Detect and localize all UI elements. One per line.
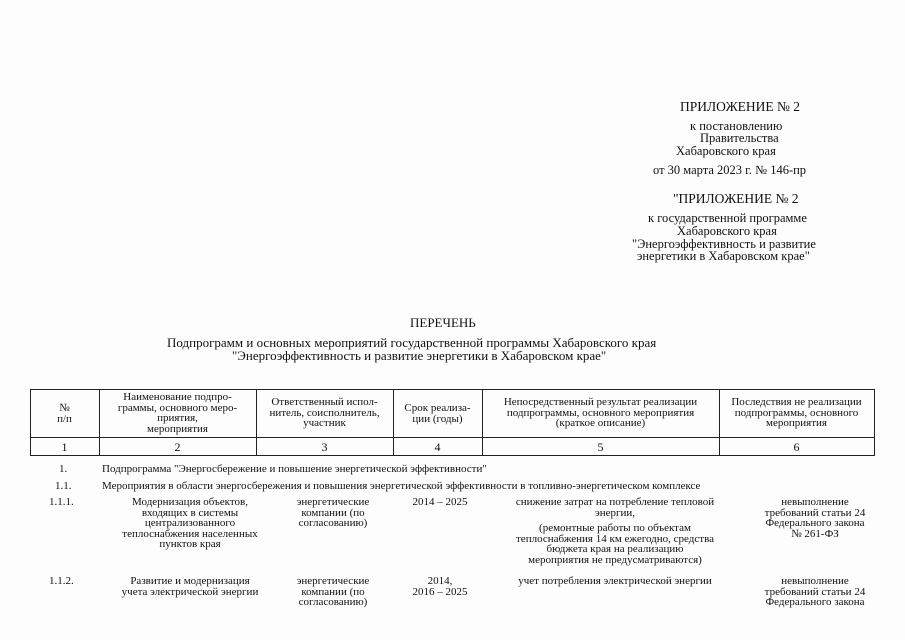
column-number-6: 6 <box>793 440 800 454</box>
row-result-line: бюджета края на реализацию <box>546 543 684 555</box>
row-period-line: 2016 – 2025 <box>412 585 468 598</box>
appendix-title: ПРИЛОЖЕНИЕ № 2 <box>680 99 801 114</box>
header-col-1-line: № <box>59 402 70 414</box>
row-executor-line: согласованию) <box>298 517 368 529</box>
header-col-6-line: Последствия не реализации <box>731 396 862 408</box>
heading-title: ПЕРЕЧЕНЬ <box>410 315 476 330</box>
heading-line-2: "Энергоэффективность и развитие энергетики в Хабаровском крае" <box>232 348 607 363</box>
row-result <box>493 497 737 565</box>
row-executor-line: компании (по <box>301 585 365 598</box>
row-name-line: Развитие и модернизация <box>130 575 250 587</box>
row-name <box>100 497 280 550</box>
row-consequence-line: Федерального закона <box>765 596 865 608</box>
row-executor-line: компании (по <box>301 506 365 519</box>
row-consequence-line: Федерального закона <box>765 517 865 529</box>
row-name-line: пунктов края <box>159 538 221 550</box>
row-executor <box>266 576 400 608</box>
row-name-line: входящих в системы <box>141 506 239 519</box>
table-top-border <box>30 389 875 390</box>
appendix-line-2: Правительства <box>700 131 779 145</box>
header-col-1-line: п/п <box>57 412 72 425</box>
subsection-number: 1.1. <box>55 480 72 492</box>
row-name-line: централизованного <box>144 517 236 529</box>
section-title: Подпрограмма "Энергосбережение и повышение энергетической эффективности" <box>102 463 487 475</box>
row-period <box>395 576 485 597</box>
row-consequence-line: требований статьи 24 <box>764 506 866 519</box>
row-consequence-line: невыполнение <box>781 496 849 508</box>
header-col-6 <box>719 397 874 429</box>
appendix-date: от 30 марта 2023 г. № 146-пр <box>653 163 807 177</box>
row-name-line: теплоснабжения населенных <box>122 527 258 540</box>
row-consequence <box>740 576 890 608</box>
row-result <box>493 576 737 587</box>
header-col-1 <box>30 403 99 424</box>
row-period <box>395 497 485 508</box>
row-number: 1.1.1. <box>49 496 74 508</box>
row-result-line: энергии, <box>594 506 636 519</box>
column-number-4: 4 <box>434 440 441 454</box>
table-header-divider <box>30 437 875 438</box>
program-appendix-title: "ПРИЛОЖЕНИЕ № 2 <box>673 191 799 206</box>
program-appendix-line-4: энергетики в Хабаровском крае" <box>637 249 810 263</box>
column-number-5: 5 <box>597 440 604 454</box>
header-col-4 <box>393 403 482 424</box>
row-executor <box>266 497 400 529</box>
appendix-line-1: к постановлению <box>690 119 783 133</box>
header-col-6-line: подпрограммы, основного <box>734 406 859 419</box>
header-col-3-line: Ответственный испол- <box>271 396 378 408</box>
table-number-divider <box>30 455 875 456</box>
header-col-2 <box>99 392 256 434</box>
program-appendix-line-3: "Энергоэффективность и развитие <box>632 237 816 251</box>
program-appendix-line-1: к государственной программе <box>648 211 807 225</box>
row-result-line: учет потребления электрической энергии <box>518 575 712 587</box>
header-col-5 <box>482 397 719 429</box>
row-result-line: теплоснабжения 14 км ежегодно, средства <box>516 532 714 545</box>
header-col-5-line: Непосредственный результат реализации <box>503 396 698 408</box>
row-result-line: мероприятия не предусматриваются) <box>528 553 702 566</box>
row-executor-line: согласованию) <box>298 596 368 608</box>
row-consequence-line: № 261-ФЗ <box>791 527 839 540</box>
program-appendix-line-2: Хабаровского края <box>677 224 777 238</box>
header-col-5-line: (краткое описание) <box>555 417 646 429</box>
row-consequence <box>740 497 890 539</box>
column-number-1: 1 <box>61 440 68 454</box>
table-col-border-6 <box>874 389 875 455</box>
row-consequence-line: невыполнение <box>781 575 849 587</box>
header-col-4-line: ции (годы) <box>412 412 463 425</box>
header-col-2-line: приятия, <box>157 412 198 424</box>
row-name-line: учета электрической энергии <box>121 585 259 598</box>
header-col-4-line: Срок реализа- <box>404 402 471 414</box>
header-col-3 <box>256 397 393 429</box>
row-result-line: снижение затрат на потребление тепловой <box>515 496 715 508</box>
column-number-3: 3 <box>321 440 328 454</box>
header-col-6-line: мероприятия <box>766 417 827 429</box>
heading-line-1: Подпрограмм и основных мероприятий государственной программы Хабаровского края <box>167 335 657 350</box>
row-number: 1.1.2. <box>49 575 74 587</box>
header-col-2-line: граммы, основного меро- <box>117 401 238 414</box>
row-executor-line: энергетические <box>296 575 370 587</box>
appendix-line-3: Хабаровского края <box>676 144 776 158</box>
row-consequence-line: требований статьи 24 <box>764 585 866 598</box>
row-period-line: 2014, <box>427 575 453 587</box>
row-name <box>100 576 280 597</box>
header-col-3-line: нитель, соисполнитель, <box>269 406 380 419</box>
subsection-title: Мероприятия в области энергосбережения и повышения энергетической эффективности в топливно-энергетическом комплексе <box>102 480 701 492</box>
row-executor-line: энергетические <box>296 496 370 508</box>
row-name-line: Модернизация объектов, <box>132 496 248 508</box>
header-col-2-line: мероприятия <box>147 422 208 435</box>
row-period-line: 2014 – 2025 <box>412 496 468 508</box>
row-result-line: (ремонтные работы по объектам <box>539 522 691 534</box>
section-number: 1. <box>59 463 68 475</box>
header-col-5-line: подпрограммы, основного мероприятия <box>506 406 695 419</box>
header-col-2-line: Наименование подпро- <box>123 391 232 403</box>
column-number-2: 2 <box>174 440 181 454</box>
header-col-3-line: участник <box>303 417 346 429</box>
